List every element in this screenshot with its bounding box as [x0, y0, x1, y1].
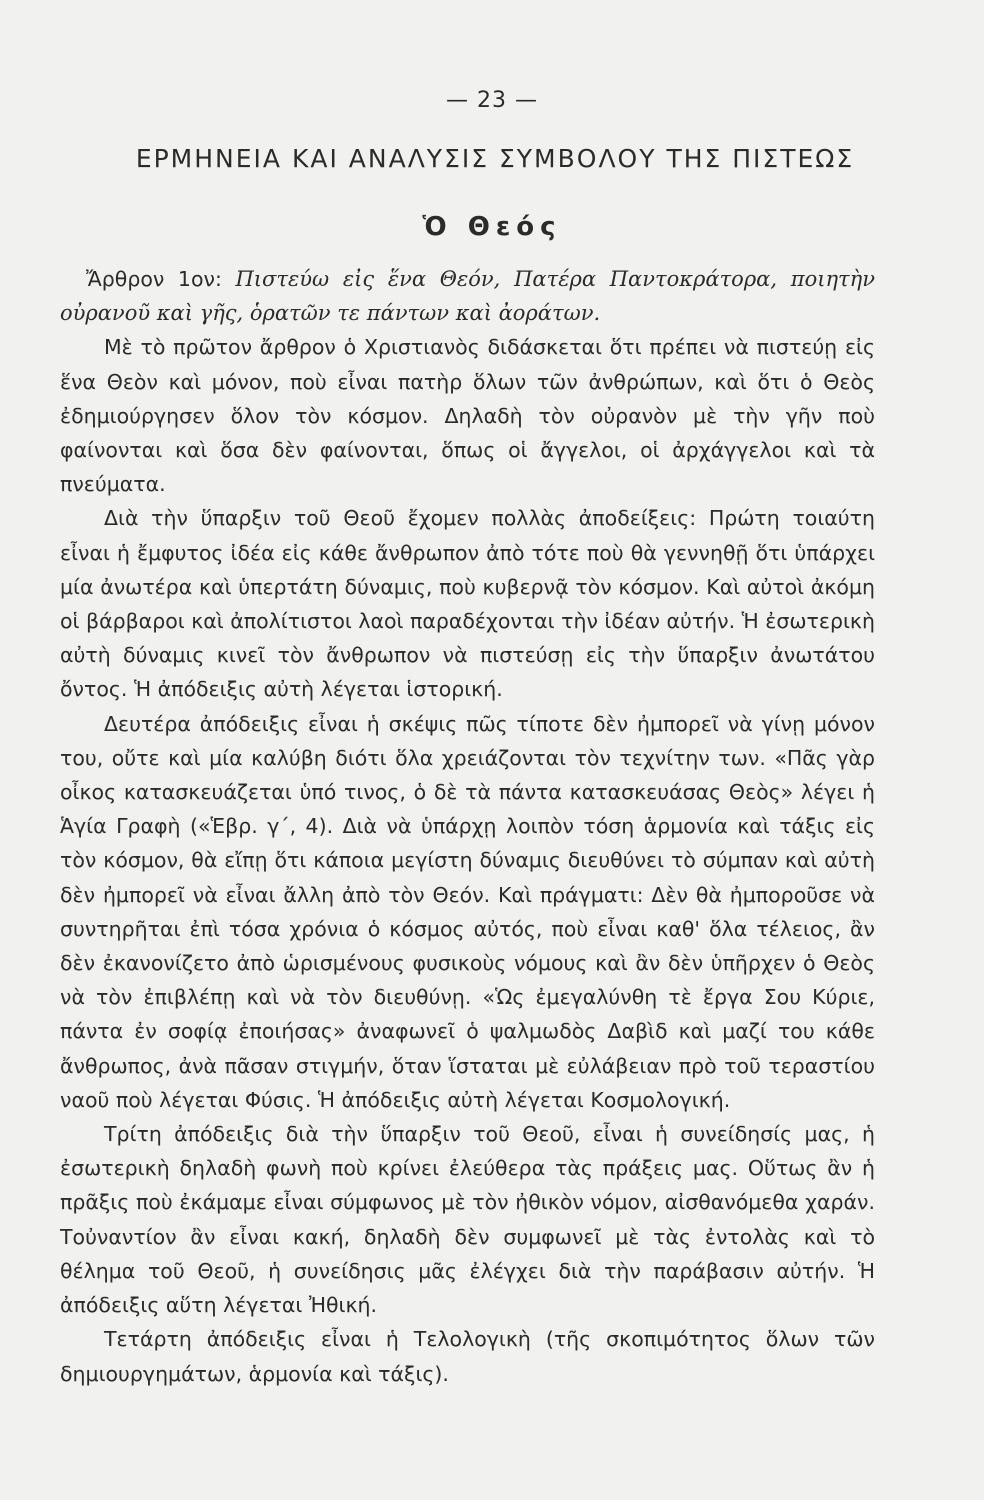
section-subheading: Ὁ Θεός: [422, 212, 562, 242]
body-text: [60, 262, 875, 1391]
page-number: — 23 —: [446, 88, 538, 113]
paragraph-introduction: Μὲ τὸ πρῶτον ἄρθρον ὁ Χριστιανὸς διδάσκεται ὅτι πρέπει νὰ πιστεύῃ εἰς ἕνα Θεὸν καὶ μόνον, ποὺ εἶναι πατὴρ ὅλων τῶν ἀνθρώπων, καὶ ὅτι ὁ Θεὸς ἐδημιούργησεν ὅλον τὸν κόσμον. Δηλαδὴ τὸν οὐρανὸν μὲ τὴν γῆν ποὺ φαίνονται καὶ ὅσα δὲν φαίνονται, ὅπως οἱ ἄγγελοι, οἱ ἀρχάγγελοι καὶ τὰ πνεύματα.: [60, 335, 875, 497]
chapter-heading: ΕΡΜΗΝΕΙΑ ΚΑΙ ΑΝΑΛΥΣΙΣ ΣΥΜΒΟΛΟΥ ΤΗΣ ΠΙΣΤΕΩΣ: [135, 144, 855, 173]
article-title: Πιστεύω εἰς ἕνα Θεόν, Πατέρα Παντοκράτορα, ποιητὴν οὐρανοῦ καὶ γῆς, ὁρατῶν τε πάντων καὶ ἀοράτων.: [60, 267, 875, 326]
paragraph-second-proof: Δευτέρα ἀπόδειξις εἶναι ἡ σκέψις πῶς τίποτε δὲν ἠμπορεῖ νὰ γίνῃ μόνον του, οὔτε καὶ μία καλύβη διότι ὅλα χρειάζονται τὸν τεχνίτην των. «Πᾶς γὰρ οἶκος κατασκευάζεται ὑπό τινος, ὁ δὲ τὰ πάντα κατασκευάσας Θεὸς» λέγει ἡ Ἁγία Γραφὴ («Ἑβρ. γ΄, 4). Διὰ νὰ ὑπάρχῃ λοιπὸν τόση ἁρμονία καὶ τάξις εἰς τὸν κόσμον, θὰ εἴπῃ ὅτι κάποια μεγίστη δύναμις διευθύνει τὸ σύμπαν καὶ αὐτὴ δὲν ἠμπορεῖ νὰ εἶναι ἄλλη ἀπὸ τὸν Θεόν. Καὶ πράγματι: Δὲν θὰ ἠμποροῦσε νὰ συντηρῆται ἐπὶ τόσα χρόνια ὁ κόσμος αὐτός, ποὺ εἶναι καθ' ὅλα τέλειος, ἂν δὲν ἐκανονίζετο ἀπὸ ὡρισμένους φυσικοὺς νόμους καὶ ἂν δὲν ὑπῆρχεν ὁ Θεὸς νὰ τὸν ἐπιβλέπῃ καὶ νὰ τὸν διευθύνῃ. «Ὡς ἐμεγαλύνθη τὲ ἔργα Σου Κύριε, πάντα ἐν σοφίᾳ ἐποιήσας» ἀναφωνεῖ ὁ ψαλμωδὸς Δαβὶδ καὶ μαζί του κάθε ἄνθρωπος, ἀνὰ πᾶσαν στιγμήν, ὅταν ἵσταται μὲ εὐλάβειαν πρὸ τοῦ τεραστίου ναοῦ ποὺ λέγεται Φύσις. Ἡ ἀπόδειξις αὐτὴ λέγεται Κοσμολογική.: [60, 711, 875, 1112]
paragraph-third-proof: Τρίτη ἀπόδειξις διὰ τὴν ὕπαρξιν τοῦ Θεοῦ, εἶναι ἡ συνείδησίς μας, ἡ ἐσωτερικὴ δηλαδὴ φωνὴ ποὺ κρίνει ἐλεύθερα τὰς πράξεις μας. Οὕτως ἂν ἡ πρᾶξις ποὺ ἐκάμαμε εἶναι σύμφωνος μὲ τὸν ἠθικὸν νόμον, αἰσθανόμεθα χαράν. Τοὐναντίον ἂν εἶναι κακή, δηλαδὴ δὲν συμφωνεῖ μὲ τὰς ἐντολὰς καὶ τὸ θέλημα τοῦ Θεοῦ, ἡ συνείδησις μᾶς ἐλέγχει διὰ τὴν παράβασιν αὐτήν. Ἡ ἀπόδειξις αὕτη λέγεται Ἠθική.: [60, 1122, 875, 1318]
article-label: Ἄρθρον 1ον:: [86, 267, 236, 291]
paragraph-fourth-proof: Τετάρτη ἀπόδειξις εἶναι ἡ Τελολογικὴ (τῆς σκοπιμότητος ὅλων τῶν δημιουργημάτων, ἁρμονία καὶ τάξις).: [60, 1327, 875, 1386]
paragraph-first-proof: Διὰ τὴν ὕπαρξιν τοῦ Θεοῦ ἔχομεν πολλὰς ἀποδείξεις: Πρώτη τοιαύτη εἶναι ἡ ἔμφυτος ἰδέα εἰς κάθε ἄνθρωπον ἀπὸ τότε ποὺ θὰ γεννηθῇ ὅτι ὑπάρχει μία ἀνωτέρα καὶ ὑπερτάτη δύναμις, ποὺ κυβερνᾷ τὸν κόσμον. Καὶ αὐτοὶ ἀκόμη οἱ βάρβαροι καὶ ἀπολίτιστοι λαοὶ παραδέχονται τὴν ἰδέαν αὐτήν. Ἡ ἐσωτερικὴ αὐτὴ δύναμις κινεῖ τὸν ἄνθρωπον νὰ πιστεύσῃ εἰς τὴν ὕπαρξιν ἀνωτάτου ὄντος. Ἡ ἀπόδειξις αὐτὴ λέγεται ἱστορική.: [60, 506, 875, 702]
article-paragraph: [60, 262, 875, 330]
